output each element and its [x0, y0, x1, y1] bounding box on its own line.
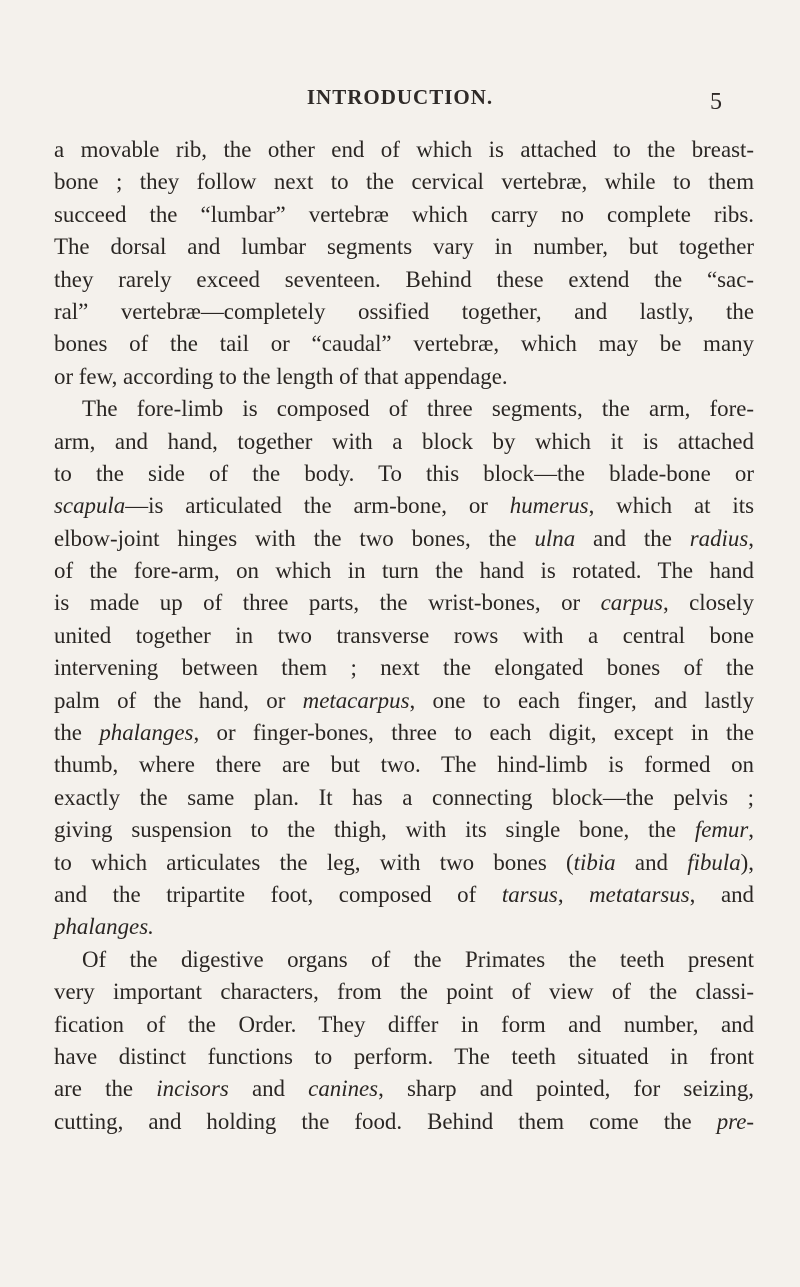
italic-term: femur — [694, 817, 749, 843]
italic-term: carpus — [600, 590, 663, 616]
text-line: to the side of the body. To this block—the blade-bone or — [54, 460, 754, 486]
text-line: have distinct functions to perform. The teeth situated in front — [54, 1043, 754, 1069]
body-text — [54, 134, 754, 1138]
italic-term: tarsus — [501, 881, 558, 907]
text-line: a movable rib, the other end of which is attached to the breast- — [54, 137, 754, 162]
text-line: the phalanges, or finger-bones, three to each digit, except in the — [54, 720, 754, 746]
italic-term: ulna — [534, 525, 576, 551]
text-line: or few, according to the length of that appendage. — [54, 363, 508, 389]
italic-term: fibula — [687, 849, 741, 875]
page-number: 5 — [710, 89, 722, 115]
italic-term: phalanges — [99, 720, 194, 746]
text-line: to which articulates the leg, with two bones (tibia and fibula), — [54, 849, 755, 875]
italic-term: metacarpus — [302, 687, 410, 713]
italic-term: humerus — [509, 493, 589, 519]
text-line: and the tripartite foot, composed of tarsus, metatarsus, and — [54, 881, 754, 907]
text-line: fication of the Order. They differ in form and number, and — [54, 1011, 754, 1037]
text-line: of the fore-arm, on which in turn the hand is rotated. The hand — [54, 558, 754, 584]
italic-term: metatarsus — [589, 881, 690, 907]
text-line: succeed the “lumbar” vertebræ which carry no complete ribs. — [54, 201, 754, 227]
text-line — [54, 911, 754, 943]
text-line: palm of the hand, or metacarpus, one to each finger, and lastly — [54, 687, 754, 713]
text-line: bone ; they follow next to the cervical vertebræ, while to them — [54, 169, 754, 195]
italic-term: phalanges. — [54, 914, 154, 940]
italic-term: scapula — [54, 493, 126, 519]
text-line: giving suspension to the thigh, with its single bone, the femur, — [54, 817, 754, 843]
italic-term: canines — [308, 1076, 379, 1102]
text-line: thumb, where there are but two. The hind-limb is formed on — [54, 752, 754, 778]
text-line: very important characters, from the point of view of the classi- — [54, 979, 754, 1005]
text-line: they rarely exceed seventeen. Behind these extend the “sac- — [54, 266, 754, 292]
italic-term: incisors — [156, 1076, 229, 1102]
text-line: ral” vertebræ—completely ossified together, and lastly, the — [54, 298, 754, 324]
text-line: are the incisors and canines, sharp and pointed, for seizing, — [54, 1076, 754, 1102]
text-line: The dorsal and lumbar segments vary in number, but together — [54, 234, 754, 260]
text-line: bones of the tail or “caudal” vertebræ, which may be many — [54, 331, 754, 357]
italic-term: radius — [689, 525, 749, 551]
text-line: is made up of three parts, the wrist-bones, or carpus, closely — [54, 590, 754, 616]
running-head: INTRODUCTION. — [306, 85, 494, 109]
italic-term: tibia — [573, 849, 616, 875]
text-line: Of the digestive organs of the Primates the teeth present — [82, 946, 754, 972]
text-line: intervening between them ; next the elongated bones of the — [54, 655, 754, 681]
text-line: scapula—is articulated the arm-bone, or humerus, which at its — [54, 493, 754, 519]
text-line: elbow-joint hinges with the two bones, the ulna and the radius, — [54, 525, 754, 551]
text-line: united together in two transverse rows with a central bone — [54, 622, 754, 648]
text-line: cutting, and holding the food. Behind them come the pre- — [54, 1108, 754, 1134]
text-line: The fore-limb is composed of three segments, the arm, fore- — [82, 396, 754, 422]
text-line: arm, and hand, together with a block by which it is attached — [54, 428, 754, 454]
text-line: exactly the same plan. It has a connecting block—the pelvis ; — [54, 784, 754, 810]
italic-term: pre- — [716, 1108, 754, 1134]
